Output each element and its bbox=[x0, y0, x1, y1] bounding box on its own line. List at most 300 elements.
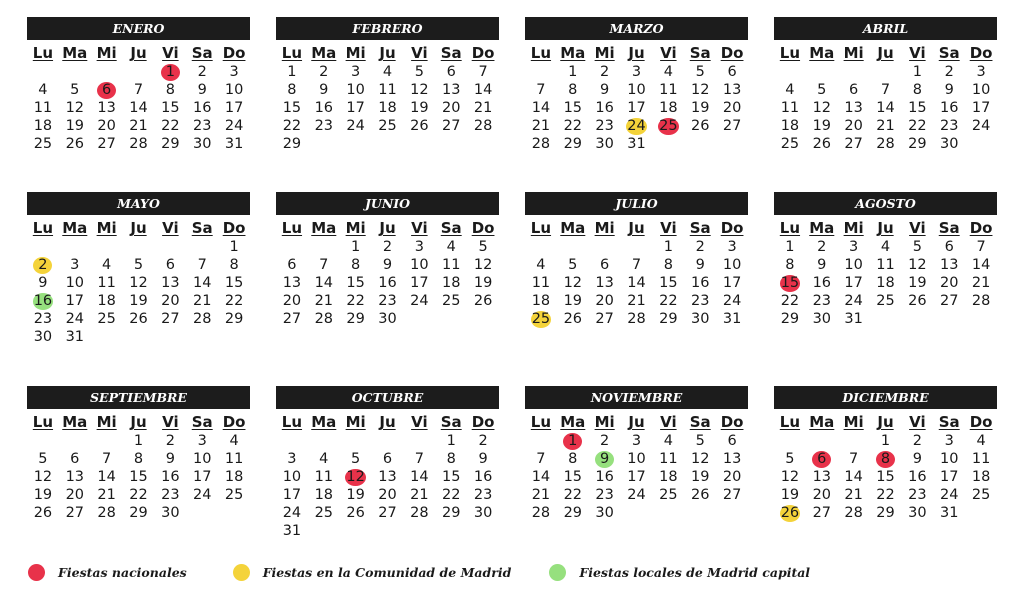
day-cell bbox=[965, 468, 997, 486]
day-cell bbox=[933, 292, 965, 310]
day-number: 25 bbox=[224, 486, 244, 503]
day-cell bbox=[340, 238, 372, 256]
day-number: 7 bbox=[102, 450, 112, 467]
day-number: 10 bbox=[224, 81, 244, 98]
day-cell bbox=[154, 310, 186, 328]
day-cell bbox=[372, 504, 404, 522]
empty-cell bbox=[838, 432, 870, 450]
day-cell bbox=[901, 256, 933, 274]
day-number: 25 bbox=[780, 135, 800, 152]
day-cell bbox=[589, 486, 621, 504]
weekday-label: Lu bbox=[779, 219, 801, 237]
day-cell bbox=[870, 238, 902, 256]
day-cell bbox=[589, 274, 621, 292]
day-cell bbox=[276, 256, 308, 274]
day-cell bbox=[186, 450, 218, 468]
day-cell bbox=[435, 99, 467, 117]
weekday-header bbox=[525, 219, 748, 238]
day-cell bbox=[276, 504, 308, 522]
day-cell bbox=[774, 256, 806, 274]
day-number: 13 bbox=[844, 99, 863, 116]
empty-cell bbox=[123, 238, 155, 256]
month-title: SEPTIEMBRE bbox=[27, 386, 250, 409]
day-cell bbox=[933, 117, 965, 135]
day-number: 1 bbox=[785, 238, 795, 255]
week-row bbox=[27, 292, 250, 310]
day-cell bbox=[218, 486, 250, 504]
day-cell bbox=[684, 238, 716, 256]
day-cell bbox=[123, 99, 155, 117]
day-cell bbox=[27, 135, 59, 153]
day-number: 13 bbox=[97, 99, 116, 116]
week-row bbox=[27, 504, 250, 522]
day-number: 9 bbox=[695, 256, 705, 273]
day-cell bbox=[276, 99, 308, 117]
day-number: 5 bbox=[38, 450, 48, 467]
day-cell bbox=[308, 99, 340, 117]
empty-cell bbox=[467, 522, 499, 540]
weekday-label: Ju bbox=[379, 413, 396, 431]
day-number: 12 bbox=[65, 99, 85, 116]
day-cell bbox=[276, 274, 308, 292]
day-number: 17 bbox=[971, 99, 991, 116]
day-number: 30 bbox=[595, 135, 614, 152]
week-row bbox=[525, 81, 748, 99]
week-row bbox=[27, 238, 250, 256]
weekday-label: Vi bbox=[909, 413, 926, 431]
day-cell bbox=[684, 81, 716, 99]
weekday-label: Sa bbox=[689, 219, 711, 237]
week-row bbox=[774, 486, 997, 504]
weekday-label: Vi bbox=[162, 44, 179, 62]
day-cell bbox=[186, 63, 218, 81]
day-number: 29 bbox=[563, 135, 583, 152]
day-number: 31 bbox=[722, 310, 742, 327]
day-cell bbox=[467, 486, 499, 504]
legend-label: Fiestas locales de Madrid capital bbox=[579, 564, 811, 580]
day-number: 17 bbox=[410, 274, 429, 291]
weekday-label: Lu bbox=[32, 219, 54, 237]
empty-cell bbox=[965, 504, 997, 522]
weekday-header bbox=[774, 44, 997, 63]
weekday-label: Ma bbox=[311, 413, 337, 431]
day-number: 27 bbox=[940, 292, 959, 309]
legend-dot-red-icon bbox=[28, 564, 45, 581]
day-number: 18 bbox=[659, 468, 678, 485]
day-number: 4 bbox=[976, 432, 986, 449]
day-number: 23 bbox=[691, 292, 710, 309]
day-number: 16 bbox=[161, 468, 180, 485]
holiday-comunidad: 24 bbox=[627, 117, 646, 134]
day-cell bbox=[403, 450, 435, 468]
day-cell bbox=[870, 292, 902, 310]
day-number: 10 bbox=[65, 274, 85, 291]
day-cell bbox=[467, 63, 499, 81]
day-number: 15 bbox=[282, 99, 302, 116]
weekday-label: Ma bbox=[560, 413, 586, 431]
weekday-header bbox=[276, 413, 499, 432]
day-cell bbox=[774, 310, 806, 328]
week-row bbox=[774, 238, 997, 256]
day-number: 10 bbox=[722, 256, 742, 273]
day-cell bbox=[621, 81, 653, 99]
month-abril bbox=[774, 17, 997, 153]
day-cell bbox=[806, 238, 838, 256]
weekday-label: Mi bbox=[96, 413, 117, 431]
day-cell bbox=[965, 432, 997, 450]
day-number: 18 bbox=[224, 468, 244, 485]
day-cell bbox=[308, 450, 340, 468]
day-cell bbox=[218, 468, 250, 486]
week-row bbox=[27, 256, 250, 274]
day-number: 18 bbox=[659, 99, 678, 116]
day-number: 30 bbox=[812, 310, 832, 327]
day-cell bbox=[621, 432, 653, 450]
day-cell bbox=[308, 63, 340, 81]
day-cell bbox=[308, 117, 340, 135]
weekday-label: Vi bbox=[411, 219, 428, 237]
day-cell bbox=[372, 117, 404, 135]
month-enero bbox=[27, 17, 250, 153]
empty-cell bbox=[467, 310, 499, 328]
day-number: 29 bbox=[224, 310, 244, 327]
empty-cell bbox=[123, 63, 155, 81]
day-number: 25 bbox=[442, 292, 461, 309]
day-cell bbox=[870, 274, 902, 292]
empty-cell bbox=[525, 63, 557, 81]
day-cell bbox=[467, 256, 499, 274]
day-number: 4 bbox=[880, 238, 891, 255]
day-cell bbox=[716, 468, 748, 486]
day-number: 3 bbox=[287, 450, 297, 467]
day-cell bbox=[123, 432, 155, 450]
day-number: 5 bbox=[70, 81, 80, 98]
day-cell bbox=[806, 468, 838, 486]
day-number: 11 bbox=[531, 274, 551, 291]
weekday-header bbox=[774, 413, 997, 432]
day-cell bbox=[372, 274, 404, 292]
day-number: 8 bbox=[568, 81, 578, 98]
day-number: 15 bbox=[224, 274, 244, 291]
day-cell bbox=[435, 274, 467, 292]
day-cell bbox=[652, 432, 684, 450]
month-title: NOVIEMBRE bbox=[525, 386, 748, 409]
week-row bbox=[525, 486, 748, 504]
day-cell bbox=[774, 81, 806, 99]
empty-cell bbox=[308, 135, 340, 153]
weekday-label: Lu bbox=[530, 44, 552, 62]
weekday-label: Vi bbox=[909, 219, 926, 237]
day-number: 26 bbox=[410, 117, 429, 134]
weekday-header bbox=[276, 219, 499, 238]
day-cell bbox=[965, 292, 997, 310]
weekday-label: Do bbox=[720, 219, 744, 237]
day-number: 19 bbox=[473, 274, 493, 291]
day-cell bbox=[435, 292, 467, 310]
day-cell bbox=[589, 292, 621, 310]
week-row bbox=[774, 117, 997, 135]
day-number: 8 bbox=[229, 256, 239, 273]
day-cell bbox=[716, 310, 748, 328]
empty-cell bbox=[870, 310, 902, 328]
day-number: 27 bbox=[65, 504, 85, 521]
day-cell bbox=[276, 450, 308, 468]
day-cell bbox=[621, 135, 653, 153]
day-number: 5 bbox=[912, 238, 922, 255]
day-cell bbox=[901, 117, 933, 135]
day-cell bbox=[372, 81, 404, 99]
day-number: 5 bbox=[351, 450, 361, 467]
day-number: 5 bbox=[817, 81, 827, 98]
day-number: 20 bbox=[940, 274, 959, 291]
day-cell bbox=[91, 486, 123, 504]
day-cell bbox=[589, 468, 621, 486]
day-cell bbox=[186, 432, 218, 450]
day-cell bbox=[91, 450, 123, 468]
day-number: 9 bbox=[600, 81, 610, 98]
week-row bbox=[525, 292, 748, 310]
weekday-label: Ju bbox=[130, 44, 147, 62]
day-number: 19 bbox=[563, 292, 583, 309]
day-number: 27 bbox=[812, 504, 832, 521]
day-number: 27 bbox=[378, 504, 397, 521]
day-cell bbox=[59, 504, 91, 522]
day-cell bbox=[621, 468, 653, 486]
day-cell bbox=[435, 117, 467, 135]
day-number: 13 bbox=[378, 468, 397, 485]
empty-cell bbox=[435, 135, 467, 153]
weekday-label: Sa bbox=[191, 413, 213, 431]
day-cell bbox=[27, 292, 59, 310]
week-row bbox=[774, 504, 997, 522]
weekday-label: Vi bbox=[162, 219, 179, 237]
day-cell bbox=[91, 310, 123, 328]
day-number: 14 bbox=[844, 468, 863, 485]
day-cell bbox=[340, 450, 372, 468]
day-number: 7 bbox=[631, 256, 642, 273]
day-cell bbox=[557, 117, 589, 135]
day-cell bbox=[933, 256, 965, 274]
empty-cell bbox=[933, 310, 965, 328]
day-number: 30 bbox=[691, 310, 710, 327]
day-cell bbox=[154, 486, 186, 504]
month-marzo bbox=[525, 17, 748, 153]
day-number: 26 bbox=[563, 310, 583, 327]
day-number: 30 bbox=[595, 504, 614, 521]
day-number: 2 bbox=[817, 238, 827, 255]
day-cell bbox=[372, 468, 404, 486]
day-number: 16 bbox=[378, 274, 397, 291]
day-number: 11 bbox=[314, 468, 334, 485]
day-number: 28 bbox=[531, 504, 551, 521]
day-number: 26 bbox=[908, 292, 927, 309]
holiday-nacional: 1 bbox=[563, 433, 582, 450]
day-cell bbox=[870, 486, 902, 504]
day-number: 6 bbox=[944, 238, 954, 255]
day-cell bbox=[276, 468, 308, 486]
weekday-label: Sa bbox=[938, 219, 960, 237]
day-number: 4 bbox=[382, 63, 393, 80]
weekday-label: Ju bbox=[130, 219, 147, 237]
weekday-label: Mi bbox=[843, 44, 864, 62]
day-number: 12 bbox=[812, 99, 832, 116]
day-number: 21 bbox=[531, 486, 551, 503]
day-cell bbox=[621, 486, 653, 504]
day-cell bbox=[525, 99, 557, 117]
holiday-local: 16 bbox=[33, 292, 53, 309]
day-number: 12 bbox=[473, 256, 493, 273]
empty-cell bbox=[186, 238, 218, 256]
day-number: 21 bbox=[97, 486, 116, 503]
week-row bbox=[525, 504, 748, 522]
holiday-local: 9 bbox=[595, 451, 614, 468]
day-cell bbox=[59, 135, 91, 153]
empty-cell bbox=[154, 328, 186, 346]
day-number: 2 bbox=[912, 432, 922, 449]
empty-cell bbox=[403, 522, 435, 540]
day-cell bbox=[621, 63, 653, 81]
day-cell bbox=[123, 310, 155, 328]
weekday-label: Sa bbox=[440, 219, 462, 237]
day-number: 18 bbox=[531, 292, 551, 309]
day-cell bbox=[652, 63, 684, 81]
day-cell bbox=[838, 256, 870, 274]
day-number: 27 bbox=[282, 310, 302, 327]
day-number: 20 bbox=[844, 117, 863, 134]
day-number: 24 bbox=[224, 117, 244, 134]
day-cell bbox=[372, 63, 404, 81]
day-cell bbox=[525, 310, 557, 328]
day-number: 13 bbox=[812, 468, 832, 485]
day-number: 23 bbox=[595, 486, 614, 503]
weekday-label: Ma bbox=[809, 44, 835, 62]
day-cell bbox=[806, 310, 838, 328]
day-cell bbox=[372, 486, 404, 504]
day-cell bbox=[27, 486, 59, 504]
day-cell bbox=[525, 504, 557, 522]
day-number: 13 bbox=[722, 81, 742, 98]
week-row bbox=[276, 238, 499, 256]
week-row bbox=[525, 256, 748, 274]
day-cell bbox=[186, 117, 218, 135]
empty-cell bbox=[91, 238, 123, 256]
day-number: 17 bbox=[627, 99, 646, 116]
day-number: 25 bbox=[314, 504, 334, 521]
day-number: 14 bbox=[627, 274, 646, 291]
day-number: 31 bbox=[282, 522, 302, 539]
weekday-label: Vi bbox=[660, 219, 677, 237]
day-number: 3 bbox=[229, 63, 239, 80]
day-cell bbox=[901, 450, 933, 468]
day-number: 21 bbox=[531, 117, 551, 134]
day-number: 21 bbox=[971, 274, 991, 291]
weekday-label: Ju bbox=[379, 44, 396, 62]
month-septiembre bbox=[27, 386, 250, 522]
day-number: 16 bbox=[812, 274, 832, 291]
holiday-comunidad: 26 bbox=[780, 504, 800, 521]
weekday-label: Sa bbox=[191, 44, 213, 62]
day-number: 8 bbox=[351, 256, 361, 273]
day-cell bbox=[933, 468, 965, 486]
weekday-label: Ma bbox=[62, 44, 88, 62]
day-number: 5 bbox=[133, 256, 144, 273]
month-julio bbox=[525, 192, 748, 328]
weekday-label: Sa bbox=[191, 219, 213, 237]
weekday-label: Ma bbox=[311, 219, 337, 237]
day-cell bbox=[467, 432, 499, 450]
day-cell bbox=[403, 504, 435, 522]
weekday-label: Ma bbox=[62, 219, 88, 237]
day-number: 16 bbox=[908, 468, 927, 485]
day-cell bbox=[123, 504, 155, 522]
weekday-label: Sa bbox=[440, 44, 462, 62]
day-number: 3 bbox=[70, 256, 80, 273]
day-cell bbox=[838, 450, 870, 468]
day-number: 1 bbox=[287, 63, 297, 80]
day-number: 4 bbox=[446, 238, 456, 255]
day-cell bbox=[435, 450, 467, 468]
day-number: 3 bbox=[631, 432, 642, 449]
day-number: 31 bbox=[224, 135, 244, 152]
day-cell bbox=[276, 135, 308, 153]
week-row bbox=[276, 99, 499, 117]
weekday-label: Lu bbox=[779, 44, 801, 62]
day-cell bbox=[965, 450, 997, 468]
day-number: 10 bbox=[940, 450, 959, 467]
day-cell bbox=[218, 450, 250, 468]
day-number: 7 bbox=[849, 450, 859, 467]
weekday-label: Ju bbox=[130, 413, 147, 431]
day-number: 22 bbox=[563, 117, 583, 134]
day-cell bbox=[557, 486, 589, 504]
day-cell bbox=[806, 450, 838, 468]
day-number: 10 bbox=[971, 81, 991, 98]
day-number: 22 bbox=[876, 486, 895, 503]
day-cell bbox=[716, 99, 748, 117]
day-number: 28 bbox=[627, 310, 646, 327]
week-row bbox=[276, 63, 499, 81]
empty-cell bbox=[27, 63, 59, 81]
day-number: 21 bbox=[876, 117, 895, 134]
day-cell bbox=[870, 468, 902, 486]
day-number: 1 bbox=[133, 432, 144, 449]
empty-cell bbox=[525, 238, 557, 256]
day-number: 9 bbox=[382, 256, 393, 273]
day-number: 16 bbox=[193, 99, 212, 116]
week-row bbox=[276, 292, 499, 310]
week-row bbox=[525, 135, 748, 153]
day-cell bbox=[870, 256, 902, 274]
day-number: 15 bbox=[442, 468, 461, 485]
day-cell bbox=[774, 468, 806, 486]
day-cell bbox=[154, 504, 186, 522]
day-number: 7 bbox=[976, 238, 986, 255]
day-number: 29 bbox=[659, 310, 678, 327]
weekday-label: Ma bbox=[809, 219, 835, 237]
weekday-label: Lu bbox=[530, 219, 552, 237]
day-cell bbox=[621, 292, 653, 310]
day-number: 19 bbox=[65, 117, 85, 134]
day-number: 29 bbox=[563, 504, 583, 521]
day-cell bbox=[901, 99, 933, 117]
day-number: 4 bbox=[536, 256, 546, 273]
weekday-label: Mi bbox=[594, 44, 615, 62]
day-number: 14 bbox=[531, 99, 551, 116]
day-cell bbox=[774, 504, 806, 522]
day-number: 13 bbox=[282, 274, 302, 291]
day-cell bbox=[716, 81, 748, 99]
day-number: 21 bbox=[627, 292, 646, 309]
